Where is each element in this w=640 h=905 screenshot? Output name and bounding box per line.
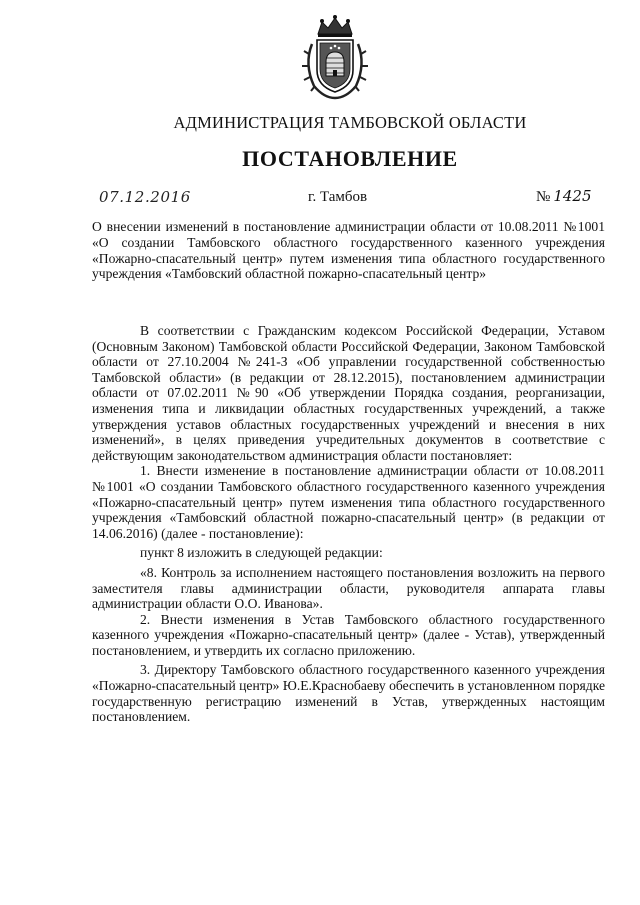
item-3-paragraph: 3. Директору Тамбовского областного государственного казенного учреждения «Пожарно-спасательный центр» Ю.Е.Краснобаеву обеспечить в установленном порядке государственную регистрацию изменений в Устав, утвержденных настоящим постановлением.: [92, 662, 605, 725]
preamble-paragraph: В соответствии с Гражданским кодексом Российской Федерации, Уставом (Основным Законом) Тамбовской области Российской Федерации, Законом Тамбовской области от 27.10.2004 №241-З «Об управлении государственной собственностью Тамбовской области» (в редакции от 28.12.2015), постановлением администрации области от 07.02.2011 №90 «Об утверждении Порядка создания, реорганизации, изменения типа и ликвидации областных государственных учреждений, а также утверждения уставов областных государственных учреждений и внесения в них изменений», в целях приведения учредительных документов в соответствие с действующим законодательством администрация области постановляет:: [92, 323, 605, 463]
item-1-paragraph: 1. Внести изменение в постановление администрации области от 10.08.2011 №1001 «О создании Тамбовского областного государственного казенного учреждения «Пожарно-спасательный центр» путем изменения типа областного государственного учреждения «Тамбовский областной пожарно-спасательный центр» (в редакции от 14.06.2016) (далее - постановление):: [92, 463, 605, 541]
number-value: 1425: [553, 187, 592, 205]
document-date: 07.12.2016: [99, 188, 191, 206]
document-subject: О внесении изменений в постановление администрации области от 10.08.2011 №1001 «О создании Тамбовского областного государственного казенного учреждения «Пожарно-спасательный центр» путем изменения типа областного государственного учреждения «Тамбовский областной пожарно-спасательный центр»: [92, 219, 605, 282]
document-number: [536, 187, 592, 206]
number-prefix: №: [536, 189, 551, 205]
document-type-title: ПОСТАНОВЛЕНИЕ: [242, 146, 458, 171]
item-2-paragraph: 2. Внести изменения в Устав Тамбовского областного государственного казенного учреждения «Пожарно-спасательный центр» (далее - Устав), утвержденный постановлением, и утвердить их согласно приложению.: [92, 611, 605, 658]
document-city: г. Тамбов: [308, 189, 368, 205]
document-body: [92, 323, 605, 725]
item-1-quoted-text: «8. Контроль за исполнением настоящего постановления возложить на первого заместителя главы администрации области, руководителя аппарата главы администрации области О.О. Иванова».: [92, 564, 605, 612]
item-1-instruction: пункт 8 изложить в следующей редакции:: [140, 545, 383, 561]
organization-name: АДМИНИСТРАЦИЯ ТАМБОВСКОЙ ОБЛАСТИ: [173, 113, 527, 132]
coat-of-arms-icon: [300, 14, 370, 100]
